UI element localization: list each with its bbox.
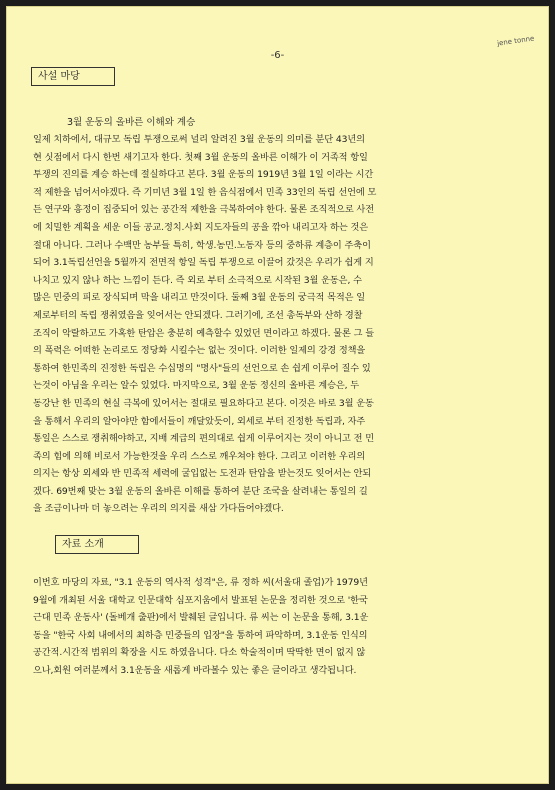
text-line: 투쟁의 진의를 계승 하는데 절실하다고 본다. 3월 운동의 1919년 3월 1일 이라는 시간 (33, 169, 374, 181)
text-line: 겠다. 69번째 맞는 3월 운동의 올바른 이해를 통하여 분단 조국을 살려내는 통일의 길 (33, 485, 368, 497)
text-line: 나치고 있지 않나 하는 느낌이 든다. 즉 외로 부터 소극적으로 시작된 3월 운동은, 수 (33, 274, 362, 286)
editorial-body (33, 131, 525, 518)
text-line: 의 폭력은 어떠한 논리로도 정당화 시킬수는 없는 것이다. 이러한 일제의 강경 정책을 (33, 345, 366, 357)
text-line: 의지는 항상 외세와 반 민족적 세력에 굴입없는 도전과 탄압을 받는것도 잊어서는 안되 (33, 468, 372, 480)
text-line: 동을 "한국 사회 내에서의 최하층 민중들의 입장"을 통하여 파악하며, 3.1운동 인식의 (33, 629, 368, 641)
material-intro-body (33, 574, 525, 680)
text-line: 족의 힘에 의해 비로서 가능한것을 우리 스스로 깨우쳐야 한다. 그리고 이러한 우리의 (33, 450, 366, 462)
text-line: 통일은 스스로 쟁취해야하고, 지배 계급의 편의대로 쉽게 이루어지는 것이 아니고 전 민 (33, 433, 374, 445)
text-line: 9월에 개최된 서울 대학교 인문대학 심포지움에서 발표된 논문을 정리한 것으로 '한국 (33, 594, 368, 606)
text-line: 는것이 아님을 우리는 알수 있었다. 마지막으로, 3월 운동 정신의 올바른 계승은, 두 (33, 380, 360, 392)
text-line: 에 치밀한 계획을 세운 이들 공교.정치.사회 지도자들의 공을 깎아 내리고자 하는 것은 (33, 221, 369, 233)
text-line: 통하여 한민족의 진정한 독립은 수십명의 "명사"들의 선언으로 손 쉽게 이루어 질수 있 (33, 362, 371, 374)
section-editorial-label: 사설 마당 (31, 67, 115, 86)
page-number: -6- (270, 50, 285, 61)
text-line: 동강난 한 민족의 현실 극복에 있어서는 절대로 필요하다고 본다. 이것은 바로 3월 운동 (33, 397, 374, 409)
text-line: 일제 치하에서, 대규모 독립 투쟁으로써 널리 알려진 3월 운동의 의미를 분단 43년의 (33, 134, 365, 145)
text-line: 공간적.시간적 범위의 확장을 시도 하였읍니다. 다소 학술적이며 딱딱한 면이 없지 않 (33, 647, 366, 659)
text-line: 으나,회원 여러분께서 3.1운동을 새롭게 바라볼수 있는 좋은 글이라고 생각됩니다. (33, 664, 357, 676)
text-line: 절대 아니다. 그러나 수백만 농부들 특히, 학생.농민.노동자 등의 중하류 계층이 주축이 (33, 239, 371, 251)
text-line: 이번호 마당의 자료, "3.1 운동의 역사적 성격"은, 류 정하 씨(서울대 졸업)가 1979년 (33, 577, 368, 588)
editorial-subtitle: 3월 운동의 올바른 이해와 계승 (67, 117, 196, 128)
text-line: 든 연구와 흥정이 집중되어 있는 공간적 제한을 극복하여야 한다. 물론 조직적으로 사전 (33, 204, 374, 216)
text-line: 현 싯점에서 다시 한번 새기고자 한다. 첫째 3월 운동의 올바른 이해가 이 거족적 항일 (33, 151, 368, 163)
text-line: 을 통해서 우리의 알아야만 함에서들이 깨달았듯이, 외세로 부터 진정한 독립과, 자주 (33, 415, 366, 427)
section-material-label: 자료 소개 (55, 535, 139, 554)
text-line: 근대 민족 운동사' (돌베개 출판)에서 발췌된 글입니다. 류 씨는 이 논문을 통해, 3.1운 (33, 612, 369, 624)
text-line: 많은 민중의 피로 장식되며 막을 내리고 만것이다. 둘째 3월 운동의 궁극적 목적은 일 (33, 292, 365, 304)
text-line: 을 조금이나마 더 놓으려는 우리의 의지를 새삼 가다듬어야겠다. (33, 503, 284, 515)
document-page (6, 6, 549, 784)
text-line: 조직이 악랄하고도 가혹한 탄압은 충분히 예측할수 있었던 면이라고 하겠다. 물론 그 들 (33, 327, 374, 339)
text-line: 적 제한을 넘어서야겠다. 즉 기미년 3월 1일 한 음식점에서 민족 33인의 독립 선언에 모 (33, 186, 377, 198)
corner-scribble: jene tonne (496, 34, 535, 48)
text-line: 제로부터의 독립 쟁취였음을 잊어서는 안되겠다. 그러기에, 조선 총독부와 산하 경찰 (33, 309, 363, 321)
text-line: 되어 3.1독립선언을 5월까지 전면적 항일 독립 투쟁으로 이끌어 갔것은 우리가 쉽게 지 (33, 257, 374, 269)
